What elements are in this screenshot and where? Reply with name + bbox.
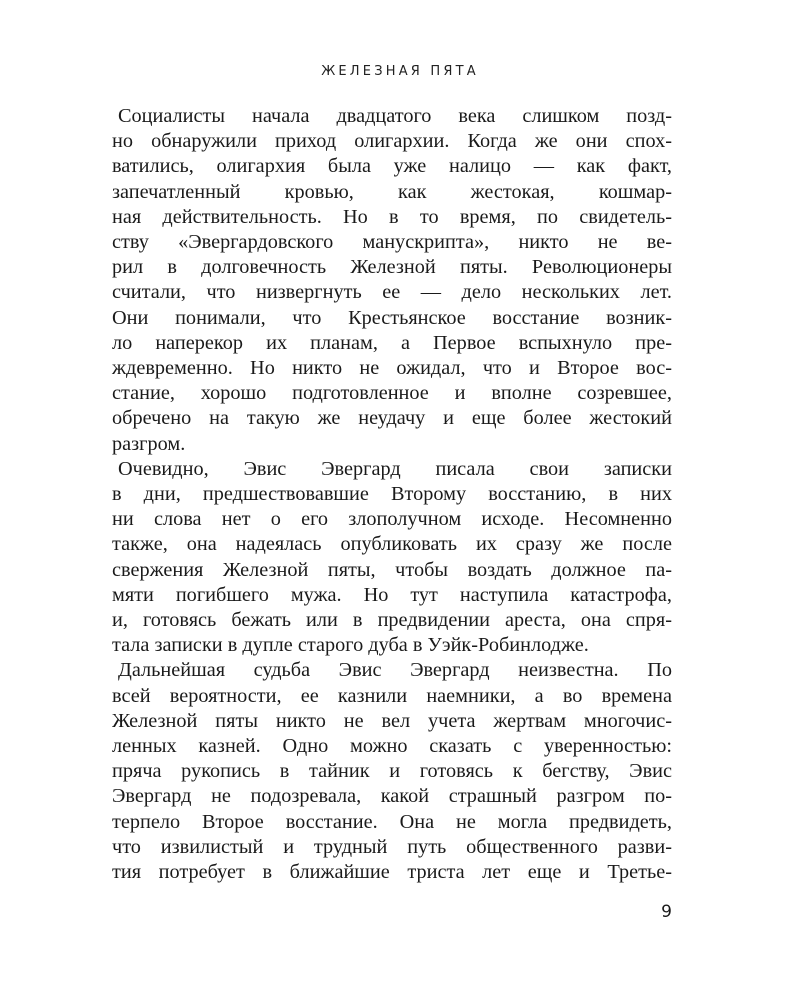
text-line: и, готовясь бежать или в предвидении ареста, она спря- bbox=[112, 609, 672, 632]
text-line: свержения Железной пяты, чтобы воздать должное па- bbox=[112, 558, 672, 581]
text-line: Социалисты начала двадцатого века слишком позд- bbox=[118, 105, 672, 127]
text-line: запечатленный кровью, как жестокая, кошмар- bbox=[112, 180, 672, 203]
text-line: пряча рукопись в тайник и готовясь к бегству, Эвис bbox=[112, 760, 672, 783]
text-line: считали, что низвергнуть ее — дело нескольких лет. bbox=[112, 281, 672, 304]
text-line: Дальнейшая судьба Эвис Эвергард неизвестна. По bbox=[118, 659, 672, 682]
text-line: стание, хорошо подготовленное и вполне созревшее, bbox=[112, 382, 672, 405]
running-head: ЖЕЛЕЗНАЯ ПЯТА bbox=[321, 64, 479, 79]
text-line: в дни, предшествовавшие Второму восстанию, в них bbox=[112, 483, 672, 506]
text-block bbox=[112, 104, 672, 885]
text-line: ная действительность. Но в то время, по свидетель- bbox=[112, 205, 672, 228]
text-line: обречено на такую же неудачу и еще более жестокий bbox=[112, 407, 672, 430]
page-number: 9 bbox=[661, 902, 672, 922]
text-line: ло наперекор их планам, а Первое вспыхнуло пре- bbox=[112, 331, 672, 354]
text-line: ватились, олигархия была уже налицо — как факт, bbox=[112, 155, 672, 178]
text-line: Они понимали, что Крестьянское восстание возник- bbox=[112, 306, 672, 329]
paragraph-1 bbox=[112, 104, 672, 457]
text-line: Очевидно, Эвис Эвергард писала свои записки bbox=[118, 457, 672, 480]
text-line: мяти погибшего мужа. Но тут наступила катастрофа, bbox=[112, 583, 672, 606]
text-line: Эвергард не подозревала, какой страшный разгром по- bbox=[112, 785, 672, 808]
paragraph-2 bbox=[112, 457, 672, 659]
text-line: ждевременно. Но никто не ожидал, что и Второе вос- bbox=[112, 357, 672, 380]
text-line: ни слова нет о его злополучном исходе. Несомненно bbox=[112, 508, 672, 531]
text-line: ленных казней. Одно можно сказать с уверенностью: bbox=[112, 735, 672, 758]
text-line: но обнаружили приход олигархии. Когда же они спох- bbox=[112, 130, 672, 153]
text-line: Железной пяты никто не вел учета жертвам многочис- bbox=[112, 709, 672, 732]
text-line: тия потребует в ближайшие триста лет еще и Третье- bbox=[112, 861, 672, 884]
text-line: рил в долговечность Железной пяты. Революционеры bbox=[112, 256, 672, 279]
text-line: разгром. bbox=[112, 432, 186, 455]
text-line: всей вероятности, ее казнили наемники, а во времена bbox=[112, 684, 672, 707]
paragraph-3 bbox=[112, 658, 672, 885]
text-line: терпело Второе восстание. Она не могла предвидеть, bbox=[112, 810, 672, 833]
text-line: тала записки в дупле старого дуба в Уэйк-Робинлодже. bbox=[112, 634, 589, 657]
text-line: также, она надеялась опубликовать их сразу же после bbox=[112, 533, 672, 556]
text-line: ству «Эвергардовского манускрипта», никто не ве- bbox=[112, 231, 672, 254]
text-line: что извилистый и трудный путь общественного разви- bbox=[112, 835, 672, 858]
